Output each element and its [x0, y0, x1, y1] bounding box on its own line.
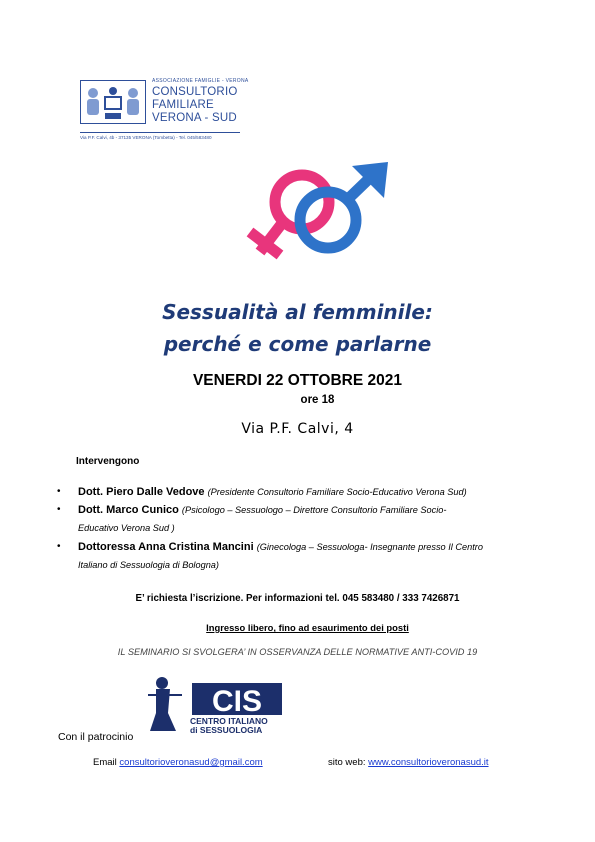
page-title-line-1: Sessualità al femminile:: [162, 300, 433, 324]
bullet-icon: •: [57, 504, 61, 515]
event-date: VENERDI 22 OTTOBRE 2021: [192, 372, 403, 389]
speaker-role-continued: Educativo Verona Sud ): [78, 523, 175, 533]
page-title-line-2: perché e come parlarne: [163, 332, 432, 356]
website-label: sito web:: [328, 757, 366, 768]
event-time: ore 18: [300, 394, 335, 406]
gender-symbols-icon: [240, 160, 395, 275]
speaker-role: (Psicologo – Sessuologo – Direttore Consultorio Familiare Socio-: [181, 505, 447, 515]
email-label: Email: [93, 757, 117, 768]
logo-name-line-2: FAMILIARE: [152, 99, 214, 111]
website-link[interactable]: www.consultorioveronasud.it: [368, 757, 489, 768]
speaker-name: Dott. Marco Cunico: [78, 504, 179, 516]
logo-address: Via P.F. Calvi, 4b - 37135 VERONA (Tombetta) - Tel. 045/583480: [80, 135, 212, 140]
speaker-item: [78, 538, 548, 556]
bullet-icon: •: [57, 541, 61, 552]
logo-name-line-1: CONSULTORIO: [152, 86, 238, 98]
cis-logo: [142, 673, 287, 735]
speakers-heading: Intervengono: [76, 456, 140, 467]
logo-association-label: ASSOCIAZIONE FAMIGLIE - VERONA: [152, 78, 249, 84]
speaker-item: [78, 483, 548, 501]
patronage-label: Con il patrocinio: [58, 731, 134, 743]
email-link[interactable]: consultorioveronasud@gmail.com: [119, 757, 263, 768]
logo-name-line-3: VERONA - SUD: [152, 112, 237, 124]
speaker-name: Dottoressa Anna Cristina Mancini: [78, 541, 254, 553]
email-row: [93, 757, 263, 768]
speaker-name: Dott. Piero Dalle Vedove: [78, 486, 205, 498]
cis-logo-sub-2: di SESSUOLOGIA: [190, 725, 263, 735]
cis-logo-sub-1: CENTRO ITALIANO: [190, 716, 268, 726]
bullet-icon: •: [57, 486, 61, 497]
speaker-item: [78, 501, 548, 519]
speaker-role: (Ginecologa – Sessuologa- Insegnante presso Il Centro: [256, 542, 483, 552]
cis-logo-text: CIS: [211, 685, 263, 718]
consultorio-logo-mark: [80, 80, 146, 124]
free-entry-note: Ingresso libero, fino ad esaurimento dei posti: [206, 622, 409, 633]
registration-info: E’ richiesta l’iscrizione. Per informazioni tel. 045 583480 / 333 7426871: [135, 593, 460, 604]
website-row: [328, 757, 489, 768]
event-place: Via P.F. Calvi, 4: [241, 421, 354, 437]
logo-divider: [80, 132, 240, 133]
speaker-role: (Presidente Consultorio Familiare Socio-Educativo Verona Sud): [207, 487, 467, 497]
covid-note: IL SEMINARIO SI SVOLGERA’ IN OSSERVANZA DELLE NORMATIVE ANTI-COVID 19: [117, 647, 478, 657]
speaker-role-continued: Italiano di Sessuologia di Bologna): [78, 560, 219, 570]
